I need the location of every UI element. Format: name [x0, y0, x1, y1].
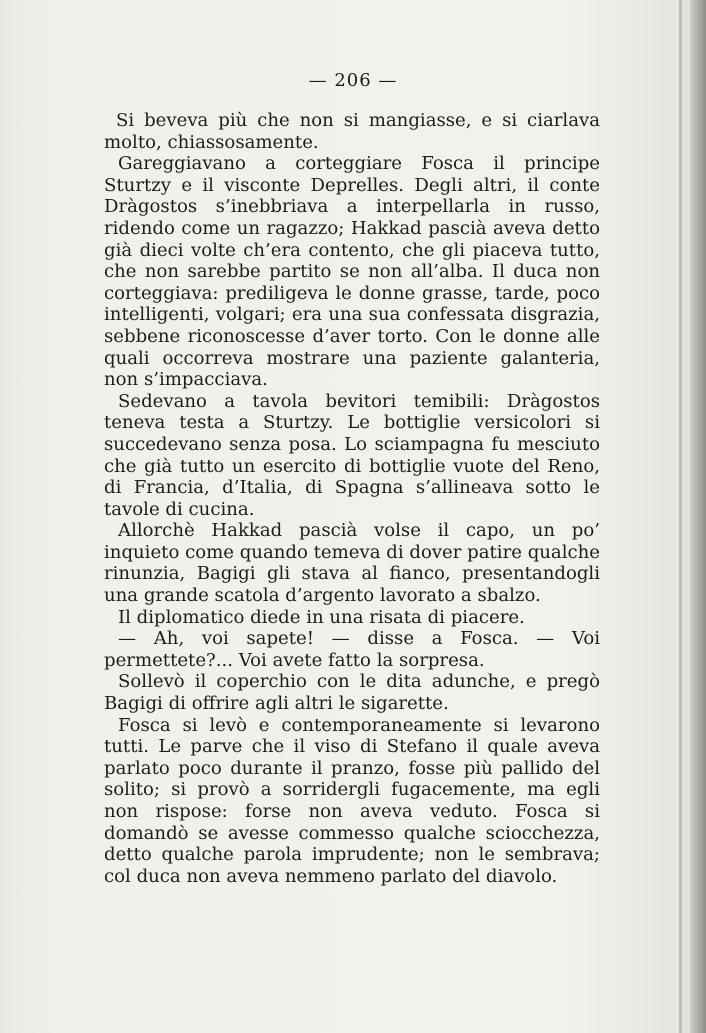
- paragraph: Fosca si levò e contemporaneamente si levarono tutti. Le parve che il viso di Stefano il quale aveva parlato poco durante il pranzo, fosse più pallido del solito; si provò a sorridergli fugacemente, ma egli non rispose: forse non aveva veduto. Fosca si domandò se avesse commesso qualche sciocchezza, detto qualche parola imprudente; non le sembrava; col duca non aveva nemmeno parlato del diavolo.: [104, 714, 600, 887]
- paragraph: Sollevò il coperchio con le dita adunche, e pregò Bagigi di offrire agli altri le sigarette.: [104, 671, 600, 715]
- page-edge-shadow: [690, 0, 706, 1033]
- paragraph: Allorchè Hakkad pascià volse il capo, un po’ inquieto come quando temeva di dover patire qualche rinunzia, Bagigi gli stava al fianco, presentandogli una grande scatola d’argento lavorato a sbalzo.: [104, 520, 601, 607]
- paragraph: Sedevano a tavola bevitori temibili: Dràgostos teneva testa a Sturtzy. Le bottiglie versicolori si succedevano senza posa. Lo sciampagna fu mesciuto che già tutto un esercito di bottiglie vuote del Reno, di Francia, d’Italia, di Spagna s’allineava sotto le tavole di cucina.: [104, 390, 600, 520]
- body-text: [104, 110, 600, 887]
- page-number: — 206 —: [308, 70, 398, 91]
- page-gutter-line: [679, 0, 682, 1033]
- paragraph: Si beveva più che non si mangiasse, e si ciarlava molto, chiassosamente.: [104, 110, 600, 153]
- paragraph: Gareggiavano a corteggiare Fosca il principe Sturtzy e il visconte Deprelles. Degli altri, il conte Dràgostos s’inebbriava a interpellarla in russo, ridendo come un ragazzo; Hakkad pascià aveva detto già dieci volte ch’era contento, che gli piaceva tutto, che non sarebbe partito se non all’alba. Il duca non corteggiava: prediligeva le donne grasse, tarde, poco intelligenti, volgari; era una sua confessata disgrazia, sebbene riconoscesse d’aver torto. Con le donne alle quali occorreva mostrare una paziente galanteria, non s’impacciava.: [104, 153, 600, 391]
- paragraph: Il diplomatico diede in una risata di piacere.: [118, 606, 525, 628]
- paragraph: — Ah, voi sapete! — disse a Fosca. — Voi permettete?... Voi avete fatto la sorpresa.: [104, 628, 600, 671]
